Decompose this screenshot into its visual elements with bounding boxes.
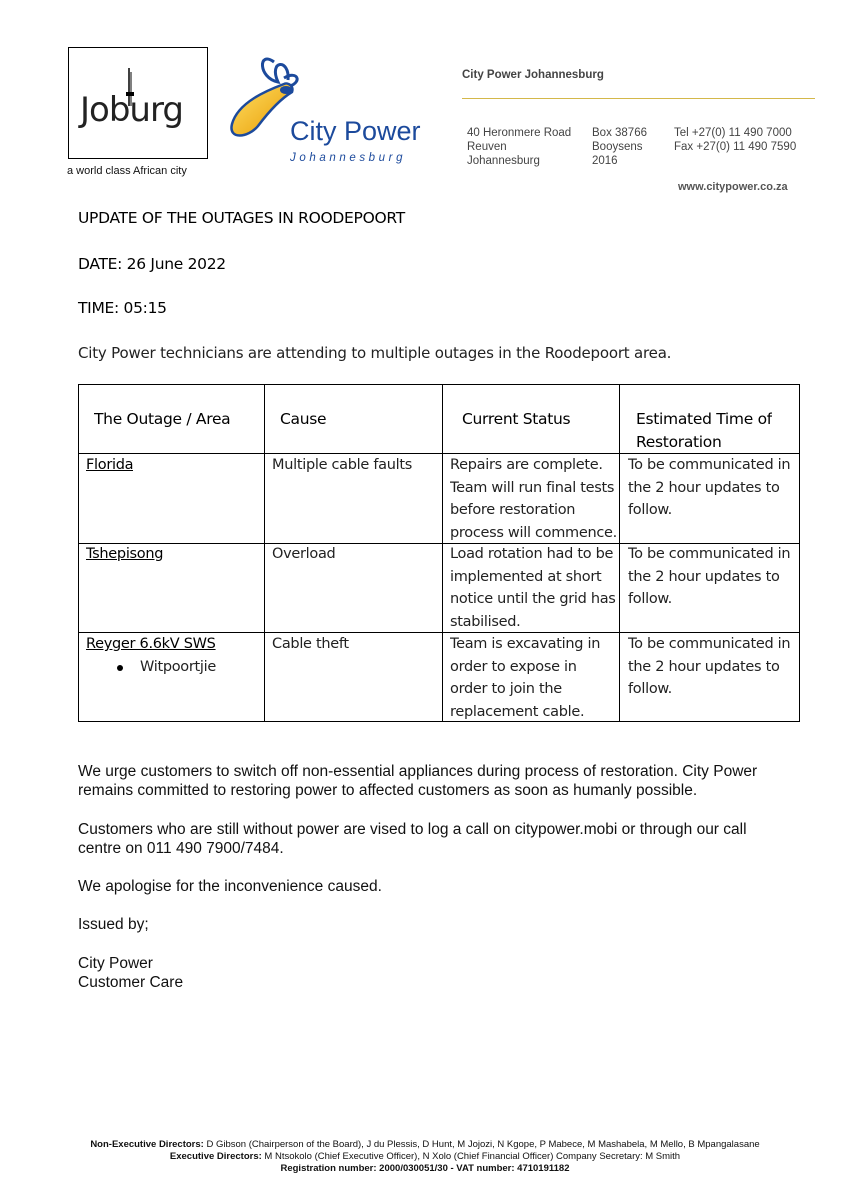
table-header-area: The Outage / Area [94,410,231,428]
letterhead-company: City Power Johannesburg [462,69,604,81]
closing-paragraph-log-call: Customers who are still without power are vised to log a call on citypower.mobi or through our call centre on 011 490 7900/7484. [78,821,747,857]
footer-executive-directors: Executive Directors: M Ntsokolo (Chief Executive Officer), N Xolo (Chief Financial Officer) Company Secretary: M Smith [169,1151,681,1162]
closing-apology: We apologise for the inconvenience caused. [78,878,382,895]
table-header-etr: Estimated Time of Restoration [636,410,772,451]
table-row-etr: To be communicated in the 2 hour updates to follow. [628,636,791,697]
letterhead-postal-box: Box 38766 Booysens 2016 [592,127,647,167]
issued-by: Issued by; [78,916,149,933]
table-row-cause: Cable theft [272,636,349,652]
document-time: TIME: 05:15 [78,299,167,317]
joburg-wordmark: Joburg [80,90,183,130]
table-header-status: Current Status [462,410,571,428]
document-title: UPDATE OF THE OUTAGES IN ROODEPOORT [78,209,405,227]
footer-non-executive-directors: Non-Executive Directors: D Gibson (Chairperson of the Board), J du Plessis, D Hunt, M Jojozi, N Kgope, P Mabece, M Mashabela, M Mello, B Mpangalasane [90,1139,760,1150]
letterhead-divider [462,98,815,99]
closing-paragraph-urge: We urge customers to switch off non-essential appliances during process of restoration. City Power remains committed to restoring power to affected customers as soon as humanly possible. [78,763,758,799]
signatory: City Power Customer Care [78,955,184,991]
table-row-area: Florida [86,457,134,473]
letterhead-address: 40 Heronmere Road Reuven Johannesburg [467,127,572,167]
table-row-etr: To be communicated in the 2 hour updates to follow. [628,546,791,607]
joburg-tagline: a world class African city [67,165,187,177]
footer-registration: Registration number: 2000/030051/30 - VAT number: 4710191182 [280,1163,570,1174]
outage-table [78,384,800,722]
city-power-subtitle: Johannesburg [290,152,407,164]
table-row-area: Tshepisong [86,546,164,562]
table-row-area: Reyger 6.6kV SWS Witpoortjie [86,633,216,678]
table-row-status: Load rotation had to be implemented at short notice until the grid has stabilised. [450,546,616,630]
table-row-cause: Overload [272,546,336,562]
table-row-cause: Multiple cable faults [272,457,412,473]
letterhead-contact: Tel +27(0) 11 490 7000 Fax +27(0) 11 490 7590 [674,127,797,153]
document-intro: City Power technicians are attending to multiple outages in the Roodepoort area. [78,344,672,362]
table-row-etr: To be communicated in the 2 hour updates to follow. [628,457,791,518]
table-header-cause: Cause [280,410,327,428]
area-sub-bullet: Witpoortjie [86,656,216,679]
letterhead-website-link[interactable]: www.citypower.co.za [678,181,788,193]
document-date: DATE: 26 June 2022 [78,255,226,273]
city-power-name: City Power [290,116,421,146]
table-row-status: Team is excavating in order to expose in order to join the replacement cable. [450,636,601,720]
table-row-status: Repairs are complete. Team will run final tests before restoration process will commence. [450,457,617,541]
